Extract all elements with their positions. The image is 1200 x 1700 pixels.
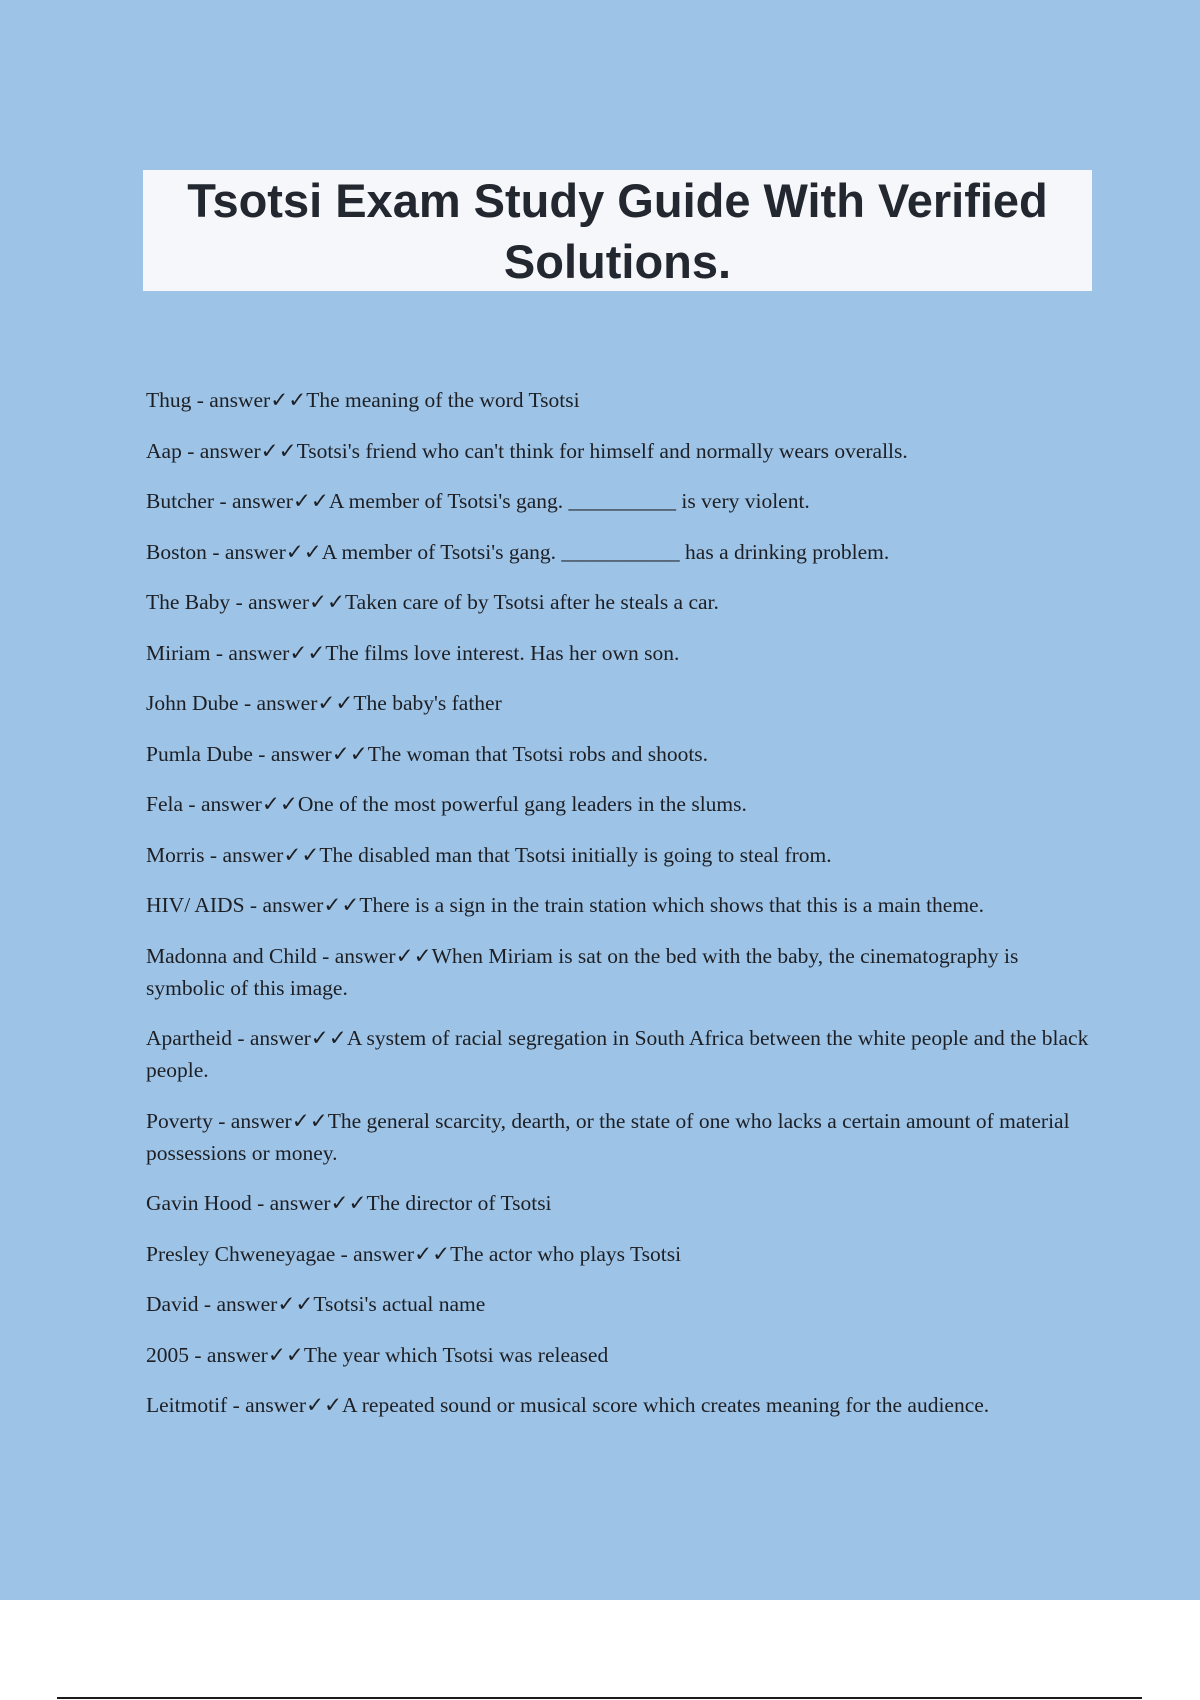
qa-separator: - answer	[210, 640, 290, 665]
qa-term: 2005	[146, 1342, 189, 1367]
qa-answer: Tsotsi's friend who can't think for himself and normally wears overalls.	[296, 438, 908, 463]
check-mark-icon: ✓✓	[267, 1342, 304, 1367]
qa-item	[146, 485, 1092, 517]
qa-item	[146, 384, 1092, 416]
qa-term: HIV/ AIDS	[146, 893, 245, 917]
qa-answer: The meaning of the word Tsotsi	[306, 388, 580, 412]
qa-term: Morris	[146, 842, 205, 867]
qa-item	[146, 889, 1092, 921]
check-mark-icon: ✓✓	[310, 1026, 347, 1050]
qa-answer: There is a sign in the train station which shows that this is a main theme.	[359, 893, 984, 917]
qa-answer: Tsotsi's actual name	[313, 1292, 486, 1316]
qa-term: Apartheid	[146, 1026, 232, 1050]
qa-item	[146, 788, 1092, 820]
qa-separator: - answer	[189, 1342, 268, 1367]
qa-answer: A repeated sound or musical score which creates meaning for the audience.	[342, 1393, 990, 1417]
qa-answer: The actor who plays Tsotsi	[450, 1241, 682, 1266]
check-mark-icon: ✓✓	[317, 691, 354, 715]
qa-term: Aap	[146, 438, 182, 463]
check-mark-icon: ✓✓	[292, 489, 329, 513]
qa-term: Leitmotif	[146, 1393, 228, 1417]
qa-term: Madonna and Child	[146, 943, 317, 968]
check-mark-icon: ✓✓	[289, 640, 326, 665]
qa-answer: Taken care of by Tsotsi after he steals a car.	[345, 590, 719, 614]
qa-item	[146, 1288, 1092, 1320]
qa-item	[146, 1339, 1092, 1371]
qa-separator: - answer	[212, 1108, 292, 1133]
qa-answer: The baby's father	[353, 691, 502, 715]
qa-item	[146, 1238, 1092, 1270]
qa-separator: - answer	[252, 741, 332, 766]
check-mark-icon: ✓✓	[270, 388, 307, 412]
qa-separator: - answer	[181, 438, 261, 463]
qa-term: Fela	[146, 792, 184, 816]
qa-answer: The disabled man that Tsotsi initially is going to steal from.	[319, 842, 832, 867]
qa-item	[146, 586, 1092, 618]
check-mark-icon: ✓✓	[323, 893, 360, 917]
qa-separator: - answer	[214, 489, 293, 513]
check-mark-icon: ✓✓	[395, 943, 432, 968]
qa-item	[146, 1022, 1092, 1086]
qa-term: Boston	[146, 539, 207, 564]
qa-item	[146, 839, 1092, 871]
check-mark-icon: ✓✓	[260, 438, 297, 463]
qa-item	[146, 687, 1092, 719]
qa-item	[146, 1187, 1092, 1219]
qa-answer: A member of Tsotsi's gang. __________ is very violent.	[328, 489, 810, 513]
qa-separator: - answer	[238, 691, 318, 715]
check-mark-icon: ✓✓	[285, 539, 322, 564]
qa-answer: The films love interest. Has her own son.	[325, 640, 680, 665]
qa-answer: A system of racial segregation in South Africa between the white people and the black people.	[146, 1026, 1094, 1082]
qa-item	[146, 536, 1092, 568]
check-mark-icon: ✓✓	[291, 1108, 328, 1133]
qa-term: Pumla Dube	[146, 741, 253, 766]
qa-term: John Dube	[146, 691, 239, 715]
document-title: Tsotsi Exam Study Guide With Verified Solutions.	[187, 173, 1048, 288]
qa-separator: - answer	[227, 1393, 307, 1417]
qa-term: David	[146, 1292, 199, 1316]
qa-separator: - answer	[230, 590, 309, 614]
qa-list	[146, 384, 1092, 1440]
qa-item	[146, 1389, 1092, 1421]
check-mark-icon: ✓✓	[330, 1191, 367, 1215]
check-mark-icon: ✓✓	[283, 842, 320, 867]
qa-term: Butcher	[146, 489, 215, 513]
qa-separator: - answer	[231, 1026, 311, 1050]
qa-term: Poverty	[146, 1108, 213, 1133]
qa-answer: The director of Tsotsi	[366, 1191, 552, 1215]
qa-answer: One of the most powerful gang leaders in the slums.	[297, 792, 747, 816]
check-mark-icon: ✓✓	[261, 792, 298, 816]
qa-term: The Baby	[146, 590, 231, 614]
qa-separator: - answer	[316, 943, 396, 968]
qa-answer: The year which Tsotsi was released	[303, 1342, 609, 1367]
qa-answer: A member of Tsotsi's gang. ___________ has a drinking problem.	[321, 539, 890, 564]
qa-term: Presley Chweneyagae	[146, 1241, 336, 1266]
check-mark-icon: ✓✓	[414, 1241, 451, 1266]
title-banner	[143, 170, 1092, 291]
qa-item	[146, 637, 1092, 669]
qa-separator: - answer	[183, 792, 262, 816]
check-mark-icon: ✓✓	[277, 1292, 314, 1316]
qa-item	[146, 738, 1092, 770]
qa-term: Miriam	[146, 640, 211, 665]
check-mark-icon: ✓✓	[331, 741, 368, 766]
qa-item	[146, 435, 1092, 467]
qa-answer: When Miriam is sat on the bed with the baby, the cinematography is symbolic of this image.	[146, 943, 1024, 1000]
qa-separator: - answer	[204, 842, 284, 867]
qa-separator: - answer	[244, 893, 324, 917]
qa-separator: - answer	[198, 1292, 278, 1316]
qa-answer: The general scarcity, dearth, or the state of one who lacks a certain amount of material possessions or money.	[146, 1108, 1075, 1165]
qa-separator: - answer	[335, 1241, 415, 1266]
qa-item	[146, 1105, 1092, 1169]
qa-separator: - answer	[191, 388, 271, 412]
qa-answer: The woman that Tsotsi robs and shoots.	[367, 741, 709, 766]
check-mark-icon: ✓✓	[306, 1393, 343, 1417]
footer-divider	[57, 1697, 1142, 1699]
qa-separator: - answer	[251, 1191, 331, 1215]
qa-term: Thug	[146, 388, 192, 412]
qa-item	[146, 940, 1092, 1004]
qa-separator: - answer	[206, 539, 286, 564]
qa-term: Gavin Hood	[146, 1191, 252, 1215]
check-mark-icon: ✓✓	[309, 590, 346, 614]
